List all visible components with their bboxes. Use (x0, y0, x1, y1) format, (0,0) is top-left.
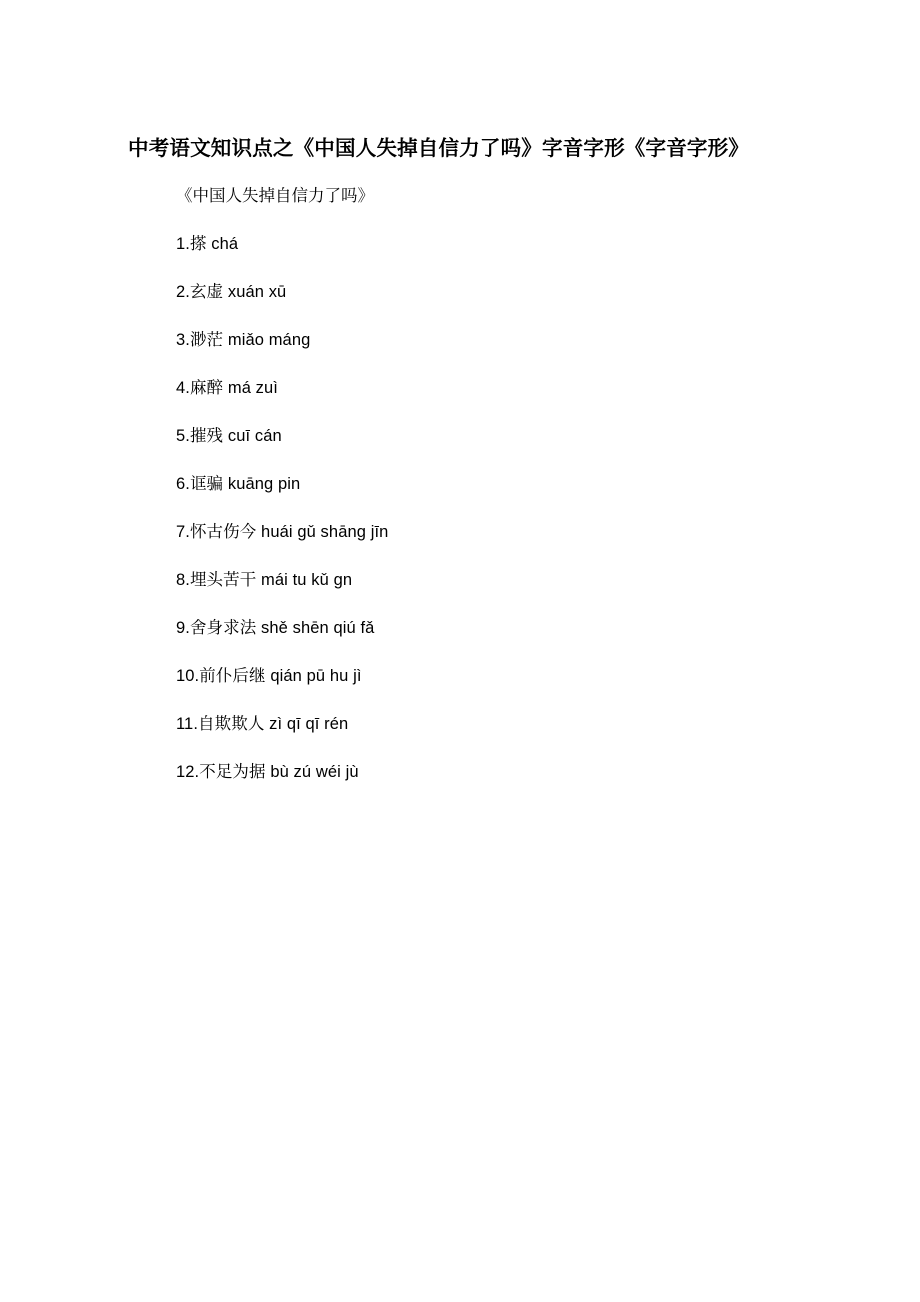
list-item: 7.怀古伤今 huái gǔ shāng jīn (176, 523, 389, 541)
list-item: 9.舍身求法 shě shēn qiú fǎ (176, 619, 375, 637)
list-item: 10.前仆后继 qián pū hu jì (176, 667, 362, 685)
list-item: 6.诓骗 kuāng pin (176, 475, 301, 493)
list-item: 5.摧残 cuī cán (176, 427, 282, 445)
page-title: 中考语文知识点之《中国人失掉自信力了吗》字音字形《字音字形》 (128, 136, 749, 160)
list-item: 1.搽 chá (176, 235, 239, 253)
list-item: 12.不足为据 bù zú wéi jù (176, 763, 359, 781)
list-item: 2.玄虚 xuán xū (176, 283, 287, 301)
list-item: 11.自欺欺人 zì qī qī rén (176, 715, 349, 733)
list-item: 8.埋头苦干 mái tu kǔ gn (176, 571, 353, 589)
article-subtitle: 《中国人失掉自信力了吗》 (176, 187, 374, 205)
list-item: 3.渺茫 miǎo máng (176, 331, 311, 349)
document-body (176, 172, 856, 796)
list-item: 4.麻醉 má zuì (176, 379, 278, 397)
